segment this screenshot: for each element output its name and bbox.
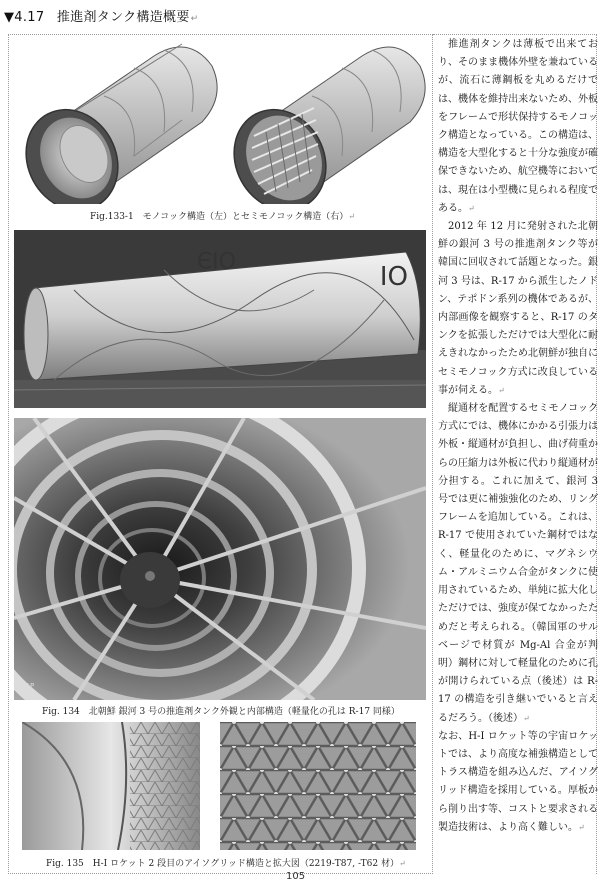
return-mark: ↵ (498, 385, 505, 395)
photo-credit: © AP (16, 682, 35, 690)
return-mark: ↵ (578, 822, 585, 832)
paragraph-monocoque (438, 36, 598, 218)
fig135-right-svg (220, 722, 416, 850)
paragraph-text: 縦通材を配置するセミモノコック方式にでは、機体にかかる引張力は外板・縦通材が負担し、曲げ荷重からの圧縮力は外板に代わり縦通材が分担する。これに加えて、銀河 3 号では更に補強強化のため、リングフレームを追加している。これは、R-17 で使用されていた鋼材ではなく、軽量化のために、マグネシウム・アルミニウム合金がタンクに使用されているため、単純に拡大化しただけでは、強度が保てなかったためだと考えられる。（韓国軍のサルベージで材質が Mg-Al 合金が判明）鋼材に対して軽量化のために孔が開けられている点（後述）は R-17 の構造を引き継いでいると言えるだろう。（後述） (438, 403, 598, 724)
fig134-caption (42, 704, 400, 717)
fig133-caption-text: Fig.133-1 モノコック構造（左）とセミモノコック構造（右） (90, 212, 349, 222)
fig133-svg (14, 36, 432, 204)
return-mark: ↵ (399, 859, 406, 868)
paragraph-text: 推進剤タンクは薄板で出来ており、そのまま機体外壁を兼ねているが、流石に薄鋼板を丸めるだけでは、機体を維持出来ないため、外板をフレームで形状保持するモノコック構造となっている。この構造は、構造を大型化すると十分な強度が確保できないため、航空機等においては、現在は小型機に見られる程度である。 (438, 39, 598, 214)
fig135-left-svg (22, 722, 200, 850)
semi-monocoque-cylinder (217, 47, 425, 204)
section-heading (4, 6, 198, 25)
fig133-caption (90, 209, 355, 222)
fig135-isogrid-photo-left (22, 722, 200, 850)
fig134-exterior-svg (14, 230, 426, 408)
page-number: 105 (286, 871, 306, 882)
section-title: 推進剤タンク構造概要 (56, 10, 190, 25)
paragraph-semi-monocoque (438, 400, 598, 728)
fig134-interior-svg (14, 418, 426, 700)
fig135-caption-text: Fig. 135 H-I ロケット 2 段目のアイソグリッド構造と拡大図（2219-T87, -T62 材） (46, 859, 399, 869)
fig134-caption-text: Fig. 134 北朝鮮 銀河 3 号の推進剤タンク外観と内部構造（軽量化の孔は R-17 同様） (42, 707, 400, 717)
return-mark: ↵ (523, 713, 530, 723)
paragraph-isogrid (438, 728, 598, 837)
monocoque-cylinder (14, 44, 217, 204)
fig135-caption (46, 856, 406, 869)
fig134-tank-exterior-photo (14, 230, 426, 408)
tank-marking-text-2: OI (379, 259, 408, 289)
paragraph-text: なお、H-I ロケット等の宇宙ロケットでは、より高度な補強構造としてトラス構造を組み込んだ、アイソグリッド構造を採用している。厚板から削り出す等、コストと要求される製造技術は、より高く難しい。 (438, 730, 598, 833)
paragraph-unha3 (438, 218, 598, 400)
paragraph-text: 2012 年 12 月に発射された北朝鮮の銀河 3 号の推進剤タンク等が韓国に回収されて話題となった。銀河 3 号は、R-17 から派生したノドン、テポドン系列の機体であるが、内部画像を観察すると、R-17 のタンクを拡張しただけでは大型化に耐えきれなかったため北朝鮮が独自にセミモノコック方式に改良している事が伺える。 (438, 221, 598, 396)
body-text-column (438, 36, 598, 837)
fig134-tank-interior-photo (14, 418, 426, 700)
return-mark: ↵ (190, 14, 199, 24)
fig133-illustration (14, 36, 432, 204)
section-marker: ▼4.17 (4, 10, 45, 25)
tank-marking-text: OIЭ (196, 246, 236, 271)
return-mark: ↵ (348, 212, 355, 221)
return-mark: ↵ (468, 203, 475, 213)
fig135-isogrid-photo-right (220, 722, 416, 850)
